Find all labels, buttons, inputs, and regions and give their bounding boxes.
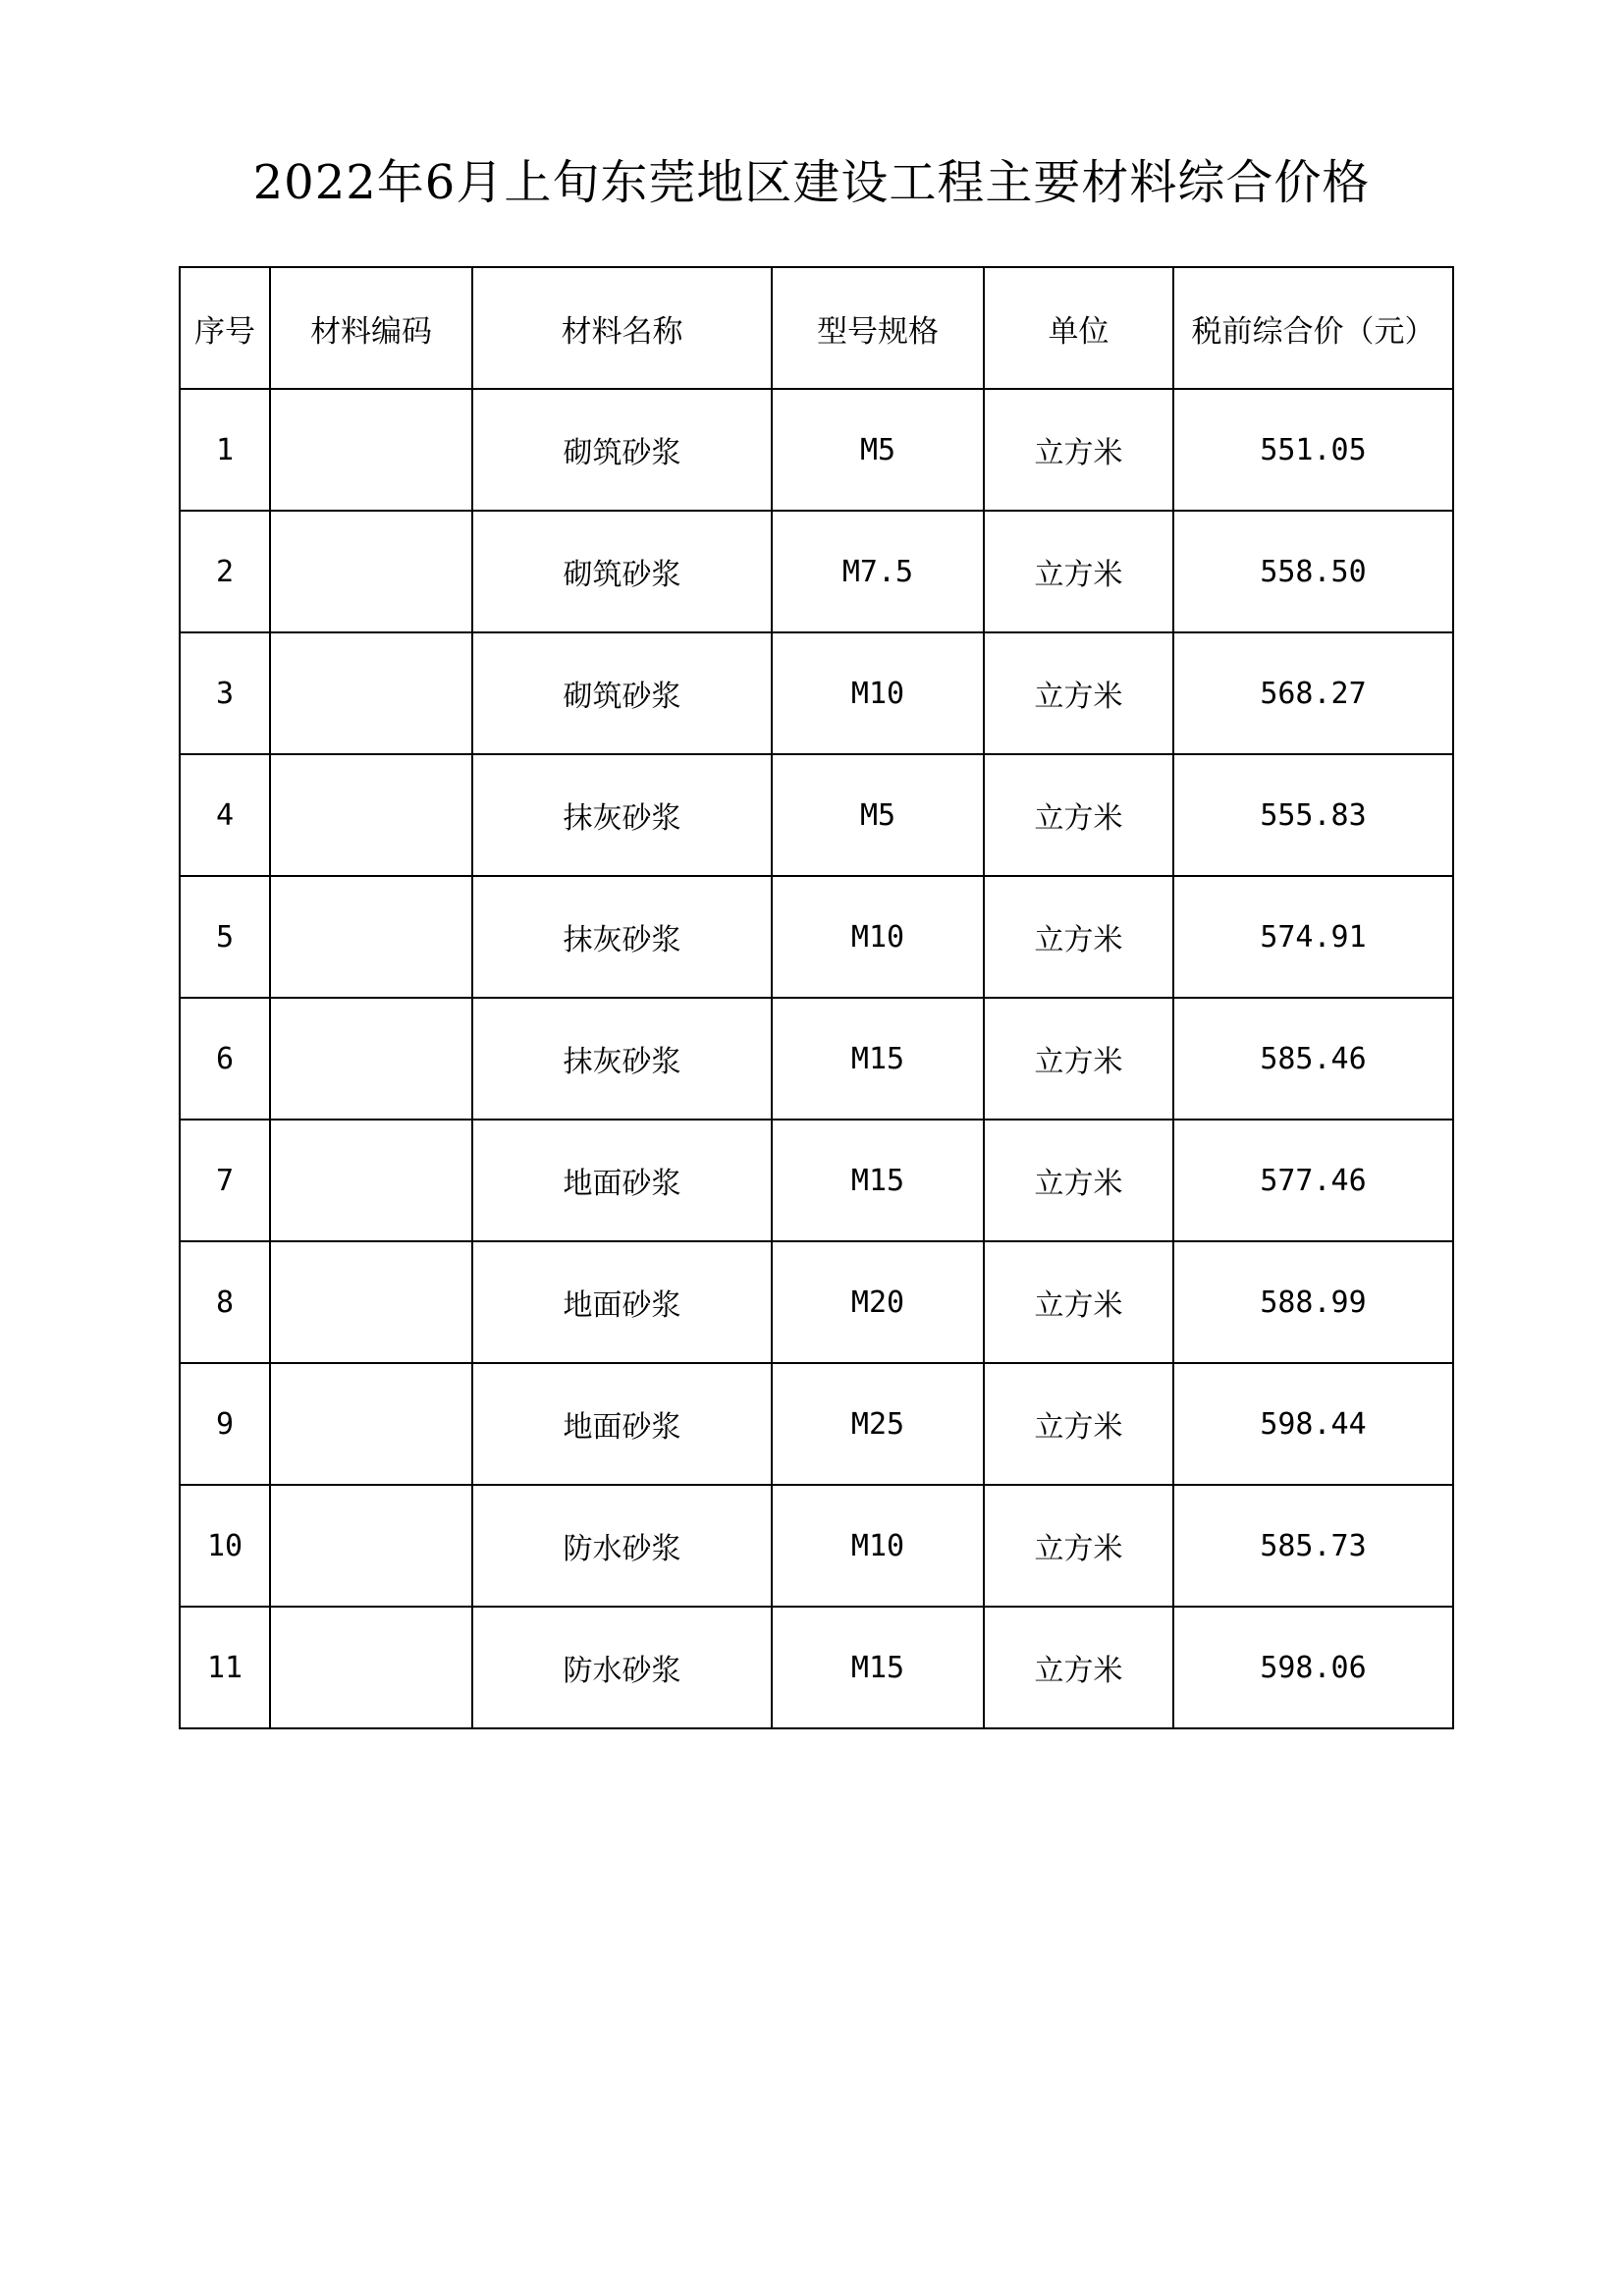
- cell-serial-number: 2: [180, 511, 270, 632]
- cell-model-spec: M15: [772, 998, 984, 1120]
- cell-pre-tax-price: 558.50: [1173, 511, 1453, 632]
- table-row: [180, 1120, 1453, 1241]
- cell-model-spec: M10: [772, 1485, 984, 1607]
- cell-serial-number: 7: [180, 1120, 270, 1241]
- cell-unit: 立方米: [984, 1241, 1173, 1363]
- cell-material-code: [270, 876, 472, 998]
- cell-model-spec: M5: [772, 389, 984, 511]
- cell-model-spec: M10: [772, 876, 984, 998]
- cell-material-code: [270, 1120, 472, 1241]
- cell-pre-tax-price: 585.73: [1173, 1485, 1453, 1607]
- cell-material-code: [270, 632, 472, 754]
- cell-unit: 立方米: [984, 1120, 1173, 1241]
- header-unit: 单位: [984, 267, 1173, 389]
- cell-unit: 立方米: [984, 1363, 1173, 1485]
- cell-unit: 立方米: [984, 998, 1173, 1120]
- table-row: [180, 389, 1453, 511]
- cell-material-name: 地面砂浆: [472, 1241, 772, 1363]
- cell-serial-number: 6: [180, 998, 270, 1120]
- table-row: [180, 1241, 1453, 1363]
- cell-serial-number: 1: [180, 389, 270, 511]
- table-row: [180, 998, 1453, 1120]
- table-body: [180, 389, 1453, 1728]
- cell-serial-number: 9: [180, 1363, 270, 1485]
- cell-pre-tax-price: 568.27: [1173, 632, 1453, 754]
- table-row: [180, 1485, 1453, 1607]
- cell-pre-tax-price: 585.46: [1173, 998, 1453, 1120]
- cell-serial-number: 5: [180, 876, 270, 998]
- cell-pre-tax-price: 577.46: [1173, 1120, 1453, 1241]
- cell-material-name: 砌筑砂浆: [472, 389, 772, 511]
- header-material-name: 材料名称: [472, 267, 772, 389]
- cell-pre-tax-price: 574.91: [1173, 876, 1453, 998]
- cell-model-spec: M5: [772, 754, 984, 876]
- header-row: [180, 267, 1453, 389]
- cell-unit: 立方米: [984, 511, 1173, 632]
- table-row: [180, 632, 1453, 754]
- header-pre-tax-price: 税前综合价（元）: [1173, 267, 1453, 389]
- cell-material-name: 地面砂浆: [472, 1363, 772, 1485]
- cell-material-code: [270, 1485, 472, 1607]
- cell-serial-number: 4: [180, 754, 270, 876]
- cell-unit: 立方米: [984, 876, 1173, 998]
- cell-model-spec: M10: [772, 632, 984, 754]
- cell-unit: 立方米: [984, 1485, 1173, 1607]
- table-row: [180, 1363, 1453, 1485]
- cell-model-spec: M15: [772, 1120, 984, 1241]
- cell-material-code: [270, 389, 472, 511]
- cell-serial-number: 10: [180, 1485, 270, 1607]
- cell-serial-number: 11: [180, 1607, 270, 1728]
- table-header: [180, 267, 1453, 389]
- cell-material-code: [270, 998, 472, 1120]
- table-row: [180, 754, 1453, 876]
- cell-pre-tax-price: 588.99: [1173, 1241, 1453, 1363]
- cell-material-name: 抹灰砂浆: [472, 754, 772, 876]
- cell-material-name: 抹灰砂浆: [472, 998, 772, 1120]
- cell-material-code: [270, 1241, 472, 1363]
- header-material-code: 材料编码: [270, 267, 472, 389]
- cell-serial-number: 3: [180, 632, 270, 754]
- cell-pre-tax-price: 598.44: [1173, 1363, 1453, 1485]
- cell-model-spec: M15: [772, 1607, 984, 1728]
- cell-pre-tax-price: 555.83: [1173, 754, 1453, 876]
- cell-material-code: [270, 754, 472, 876]
- cell-unit: 立方米: [984, 754, 1173, 876]
- cell-material-name: 防水砂浆: [472, 1607, 772, 1728]
- cell-unit: 立方米: [984, 632, 1173, 754]
- table-row: [180, 876, 1453, 998]
- document-title: 2022年6月上旬东莞地区建设工程主要材料综合价格: [252, 155, 1371, 210]
- cell-material-code: [270, 1363, 472, 1485]
- cell-model-spec: M25: [772, 1363, 984, 1485]
- cell-unit: 立方米: [984, 389, 1173, 511]
- cell-material-name: 抹灰砂浆: [472, 876, 772, 998]
- cell-material-name: 防水砂浆: [472, 1485, 772, 1607]
- cell-material-name: 地面砂浆: [472, 1120, 772, 1241]
- cell-model-spec: M7.5: [772, 511, 984, 632]
- header-serial-number: 序号: [180, 267, 270, 389]
- cell-material-name: 砌筑砂浆: [472, 632, 772, 754]
- cell-serial-number: 8: [180, 1241, 270, 1363]
- cell-pre-tax-price: 598.06: [1173, 1607, 1453, 1728]
- header-model-spec: 型号规格: [772, 267, 984, 389]
- cell-material-code: [270, 1607, 472, 1728]
- table-row: [180, 511, 1453, 632]
- table-row: [180, 1607, 1453, 1728]
- cell-pre-tax-price: 551.05: [1173, 389, 1453, 511]
- cell-material-code: [270, 511, 472, 632]
- cell-model-spec: M20: [772, 1241, 984, 1363]
- material-price-table: [179, 266, 1454, 1729]
- cell-material-name: 砌筑砂浆: [472, 511, 772, 632]
- cell-unit: 立方米: [984, 1607, 1173, 1728]
